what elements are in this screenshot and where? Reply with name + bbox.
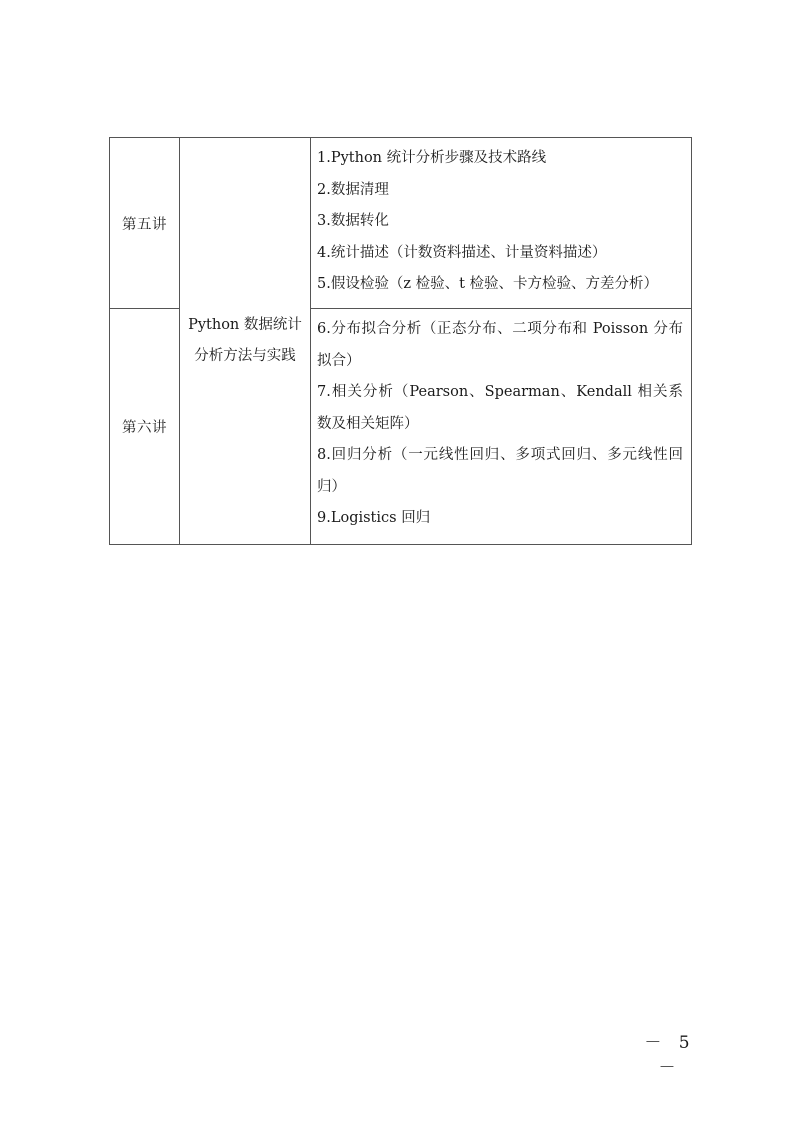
content-cell xyxy=(311,309,692,545)
content-item: 6.分布拟合分析（正态分布、二项分布和 Poisson 分布拟合） xyxy=(317,321,683,369)
content-item: 1.Python 统计分析步骤及技术路线 xyxy=(317,150,547,166)
content-item: 3.数据转化 xyxy=(317,213,389,229)
content-item: 8.回归分析（一元线性回归、多项式回归、多元线性回归） xyxy=(317,447,683,495)
content-item: 2.数据清理 xyxy=(317,181,389,198)
content-item: 4.统计描述（计数资料描述、计量资料描述） xyxy=(317,244,607,261)
topic-cell: Python 数据统计分析方法与实践 xyxy=(180,138,311,545)
page-number: － 5 － xyxy=(644,1033,696,1078)
syllabus-table xyxy=(109,137,692,545)
content-cell xyxy=(311,138,692,309)
content-item: 7.相关分析（Pearson、Spearman、Kendall 相关系数及相关矩阵） xyxy=(317,384,683,432)
lecture-label: 第五讲 xyxy=(110,138,180,309)
content-item: 5.假设检验（z 检验、t 检验、卡方检验、方差分析） xyxy=(317,276,659,292)
content-item: 9.Logistics 回归 xyxy=(317,510,431,526)
lecture-label: 第六讲 xyxy=(110,309,180,545)
table-row xyxy=(110,138,692,309)
